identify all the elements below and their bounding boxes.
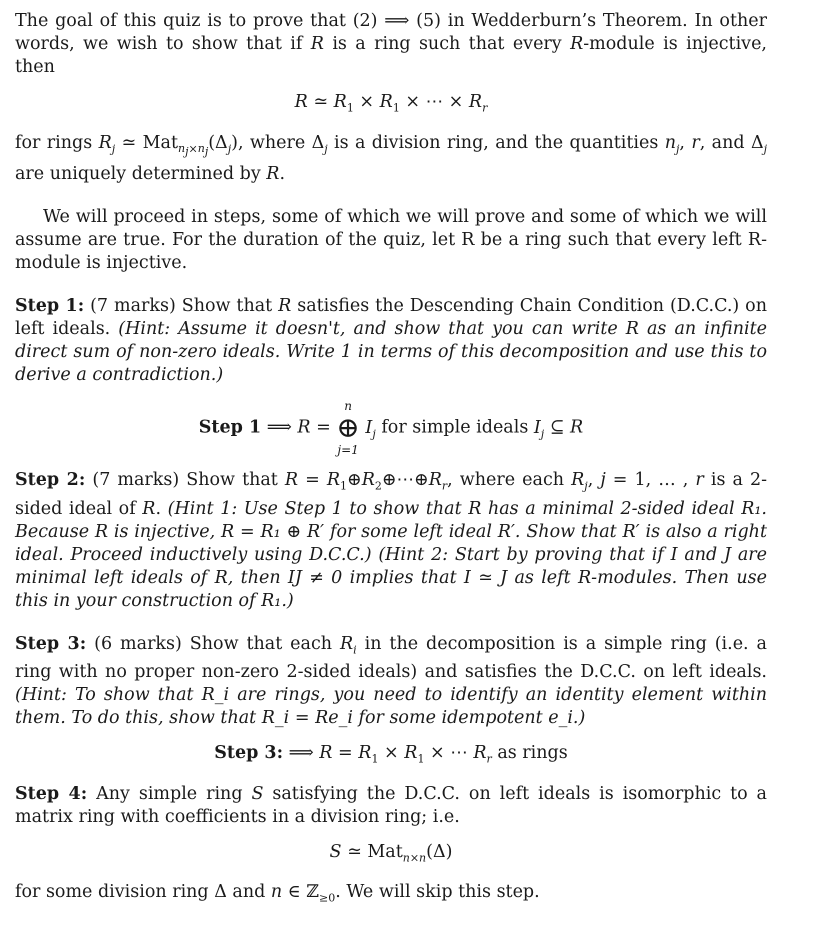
step4-paragraph: Step 4: Any simple ring S satisfying the D.C.C. on left ideals is isomorphic to a matrix ring with coefficients in a division ring; i.e. <box>15 783 767 827</box>
proceed-paragraph: We will proceed in steps, some of which we will prove and some of which we will assume are true. For the duration of the quiz, let R be a ring such that every left R-module is injective. <box>15 207 767 274</box>
sum-upper-limit: n <box>344 399 352 414</box>
step2-label: Step 2: <box>15 470 86 491</box>
step3-hint: (Hint: To show that R_i are rings, you need to identify an identity element within them. To do this, show that R_i = Re_i for some idempotent e_i.) <box>15 685 767 729</box>
intro-paragraph: The goal of this quiz is to prove that (2) ⟹ (5) in Wedderburn’s Theorem. In other words, we wish to show that if R is a ring such that every R-module is injective, then <box>15 11 767 77</box>
step2-marks: (7 marks) <box>92 470 180 491</box>
step1-result: Step 1 ⟹ R = n ⊕ j=1 $I_j$ for simple ideals $I_j$ ⊆ R <box>198 399 584 458</box>
step4-equation: S ≃ Mat$_{n\times n}$(Δ) <box>329 841 453 865</box>
step4-after-paragraph: for some division ring Δ and n ∈ ℤ$_{\ge 0}$. We will skip this step. <box>15 882 540 905</box>
step3-label: Step 3: <box>15 633 87 654</box>
step4-label: Step 4: <box>15 783 88 804</box>
step3-paragraph: Step 3: (6 marks) Show that each $R_i$ in the decomposition is a simple ring (i.e. a ring with no proper non-zero 2-sided ideals) and satisfies the D.C.C. on left ideals. (Hint: To show that R_i are rings, you need to identify an identity element within them. To do this, show that R_i = Re_i for some idempotent e_i.) <box>15 633 767 729</box>
step1-marks: (7 marks) <box>90 296 176 317</box>
decomposition-equation: R ≃ $R_1 \times R_1$ × ⋯ × $R_r$ <box>294 92 488 115</box>
intro-after-paragraph: for rings $R_j$ ≃ $Mat_{n_j\times n_j}(\Delta_j)$, where $\Delta_j$ is a division ring, and the quantities $n_j$, r, and $\Delta_j$ are uniquely determined by R. <box>15 132 768 185</box>
step1-result-label: Step 1 <box>198 417 262 438</box>
quiz-document <box>15 10 767 910</box>
step1-label: Step 1: <box>15 296 85 317</box>
step3-result-label: Step 3: <box>214 743 284 764</box>
step3-marks: (6 marks) <box>94 633 182 654</box>
step1-paragraph: Step 1: (7 marks) Show that R satisfies the Descending Chain Condition (D.C.C.) on left ideals. (Hint: Assume it doesn't, and show that you can write R as an infinite direct sum of non-zero ideals. Write 1 in terms of this decomposition and use this to derive a contradiction.) <box>15 296 767 386</box>
step2-hint: (Hint 1: Use Step 1 to show that R has a minimal 2-sided ideal R₁. Because R is injective, R = R₁ ⊕ R′ for some left ideal R′. Show that R′ is also a right ideal. Proceed inductively using D.C.C.) (Hint 2: Start by proving that if I and J are minimal left ideals of R, then IJ ≠ 0 implies that I ≃ J as left R-modules. Then use this in your construction of R₁.) <box>15 498 767 611</box>
direct-sum-symbol: n ⊕ j=1 <box>336 399 360 458</box>
step3-result: Step 3: ⟹ $R = R_1 \times R_1$ × ⋯ $R_r$ as rings <box>214 743 568 766</box>
sum-lower-limit: j=1 <box>337 443 359 458</box>
step1-hint: (Hint: Assume it doesn't, and show that you can write R as an infinite direct sum of non-zero ideals. Write 1 in terms of this decomposition and use this to derive a contradiction.) <box>15 319 767 386</box>
step2-paragraph: Step 2: (7 marks) Show that $R = R_1\oplus R_2\oplus\cdots\oplus R_r$, where each $R_j$, j = 1, … , r is a 2-sided ideal of R. (Hint 1: Use Step 1 to show that R has a minimal 2-sided ideal R₁. Because R is injective, R = R₁ ⊕ R′ for some left ideal R′. Show that R′ is also a right ideal. Proceed inductively using D.C.C.) (Hint 2: Start by proving that if I and J are minimal left ideals of R, then IJ ≠ 0 implies that I ≃ J as left R-modules. Then use this in your construction of R₁.) <box>15 470 767 611</box>
